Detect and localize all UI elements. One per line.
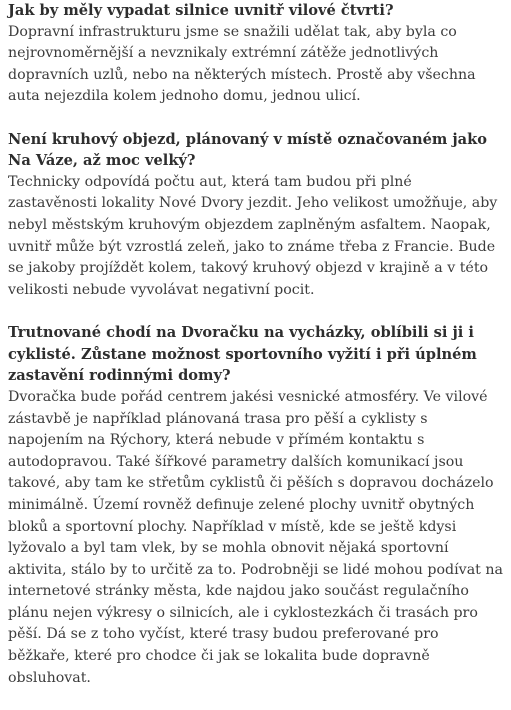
qa-section-roundabout [8,129,504,302]
question-heading: Trutnované chodí na Dvoračku na vycházky, oblíbili si ji i cyklisté. Zůstane možnost sportovního vyžití i při úplném zastavění rodinnými domy? [8,324,477,385]
qa-section-sport [8,322,504,689]
question-heading: Jak by měly vypadat silnice uvnitř vilové čtvrti? [8,2,394,19]
qa-section-roads [8,0,504,108]
article-body [8,0,504,689]
answer-paragraph: Dopravní infrastrukturu jsme se snažili udělat tak, aby byla co nejrovnoměrnější a nevznikaly extrémní zátěže jednotlivých dopravních uzlů, nebo na některých místech. Prostě aby všechna auta nejezdila kolem jednoho domu, jednou ulicí. [8,23,476,105]
section-spacer [8,301,504,322]
answer-paragraph: Technicky odpovídá počtu aut, která tam budou při plné zastavěnosti lokality Nové Dvory jezdit. Jeho velikost umožňuje, aby nebyl městským kruhovým objezdem zaplněným asfaltem. Naopak, uvnitř může být vzrostlá zeleň, jako to známe třeba z Francie. Bude se jakoby projíždět kolem, takový kruhový objezd v krajině a v této velikosti nebude vyvolávat negativní pocit. [8,173,498,298]
question-heading: Není kruhový objezd, plánovaný v místě označovaném jako Na Váze, až moc velký? [8,130,487,170]
section-spacer [8,108,504,129]
answer-paragraph: Dvoračka bude pořád centrem jakési vesnické atmosféry. Ve vilové zástavbě je například plánovaná trasa pro pěší a cyklisty s napojením na Rýchory, která nebude v přímém kontaktu s autodopravou. Také šířkové parametry dalších komunikací jsou takové, aby tam ke střetům cyklistů či pěších s dopravou docházelo minimálně. Území rovněž definuje zelené plochy uvnitř obytných bloků a sportovní plochy. Například v místě, kde se ještě kdysi lyžovalo a byl tam vlek, by se mohla obnovit nějaká sportovní aktivita, stálo by to určitě za to. Podrobněji se lidé mohou podívat na internetové stránky města, kde najdou jako součást regulačního plánu nejen výkresy o silnicích, ale i cyklostezkách či trasách pro pěší. Dá se z toho vyčíst, které trasy budou preferované pro běžkaře, které pro chodce či jak se lokalita bude dopravně obsluhovat. [8,388,503,686]
